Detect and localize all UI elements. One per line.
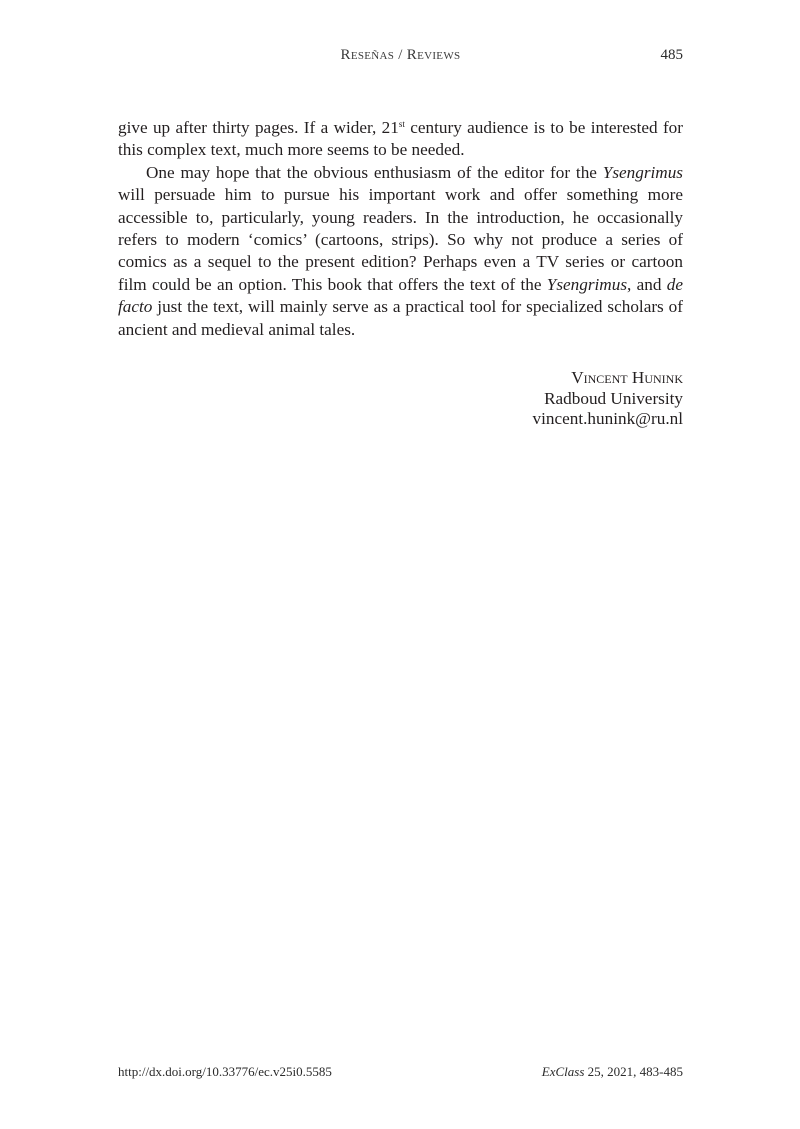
text-run: One may hope that the obvious enthusiasm of the editor for the: [146, 162, 603, 182]
ordinal-superscript: st: [398, 119, 405, 129]
author-name: Vincent Hunink: [571, 368, 683, 387]
page-footer: [118, 1064, 683, 1082]
paragraph-continuation: [118, 117, 683, 162]
citation-details: 25, 2021, 483-485: [584, 1064, 683, 1079]
italic-phrase: de facto: [118, 274, 683, 317]
running-header: [118, 47, 683, 67]
text-run: will persuade him to pursue his important work and offer something more accessible to, particularly, young readers. In the introduction, he occasionally refers to modern ‘comics’ (cartoons, strips). So why not produce a series of comics as a sequel to the present edition? Perhaps even a TV series or cartoon film could be an option. This book that offers the text of the: [118, 185, 683, 294]
author-signature: [533, 368, 683, 430]
review-body: [118, 117, 683, 341]
page-number: 485: [660, 47, 683, 63]
paragraph-conclusion: [118, 162, 683, 341]
italic-title: Ysengrimus: [602, 162, 683, 182]
journal-name: ExClass: [541, 1064, 585, 1079]
author-affiliation: Radboud University: [544, 388, 683, 408]
text-run: just the text, will mainly serve as a practical tool for specialized scholars of ancient and medieval animal tales.: [118, 297, 683, 339]
text-run: century audience is to be interested for this complex text, much more seems to be needed.: [118, 118, 683, 160]
doi-link[interactable]: http://dx.doi.org/10.33776/ec.v25i0.5585: [118, 1064, 332, 1079]
running-title: Reseñas / Reviews: [340, 47, 461, 63]
text-run: , and: [627, 274, 667, 294]
text-run: give up after thirty pages. If a wider, 21: [118, 118, 399, 137]
italic-title: Ysengrimus: [546, 274, 628, 294]
journal-citation: [542, 1064, 683, 1080]
author-email[interactable]: vincent.hunink@ru.nl: [532, 409, 683, 428]
